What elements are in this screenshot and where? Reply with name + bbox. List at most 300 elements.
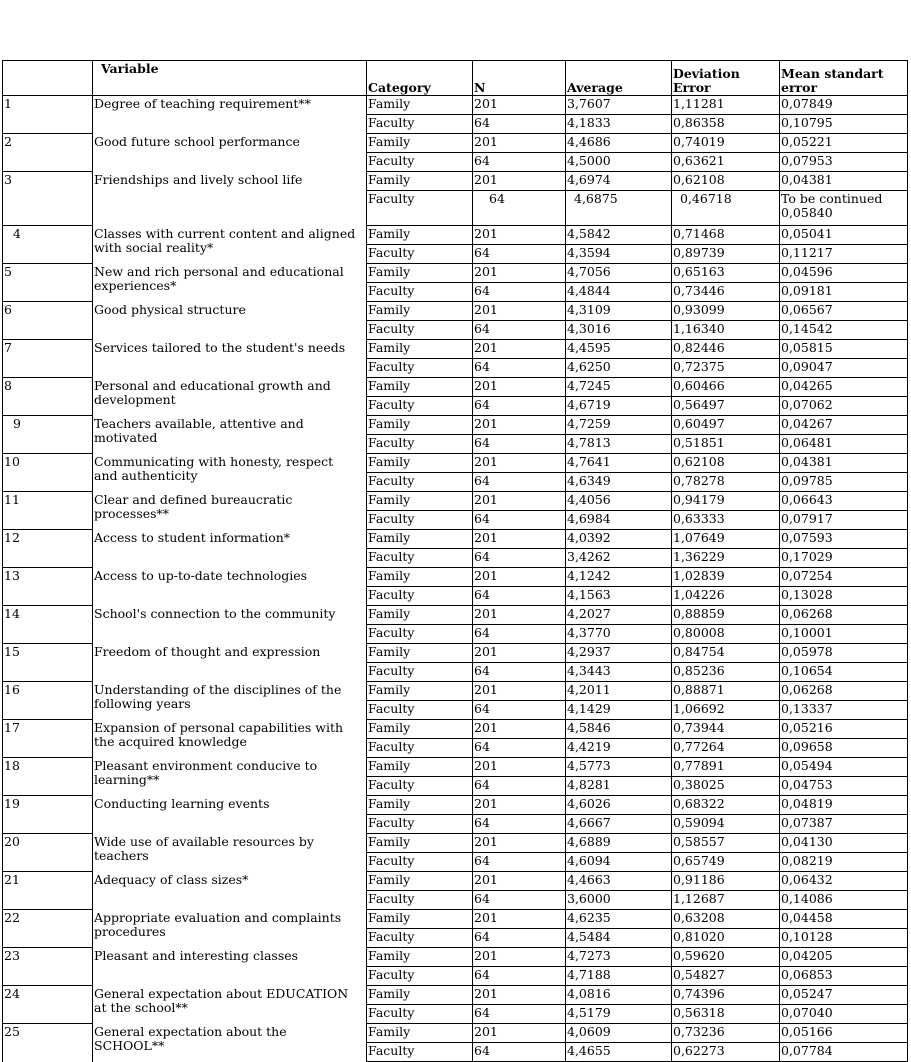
mse-cell: 0,04596 [780,264,908,283]
n-cell: 64 [473,283,566,302]
table-row-family [3,96,908,115]
mse-cell: 0,04267 [780,416,908,435]
row-number: 15 [3,644,93,682]
category-cell: Family [367,264,473,283]
n-cell: 64 [473,245,566,264]
average-cell: 4,3443 [566,663,672,682]
variable-text: Degree of teaching requirement** [94,96,311,111]
row-number: 1 [3,96,93,134]
table-header-row [3,61,908,96]
mse-cell: 0,09658 [780,739,908,758]
row-number: 12 [3,530,93,568]
average-cell: 4,5484 [566,929,672,948]
category-cell: Faculty [367,739,473,758]
deviation-cell: 1,02839 [672,568,780,587]
mse-cell: 0,17029 [780,549,908,568]
average-cell: 4,1833 [566,115,672,134]
average-cell: 4,6984 [566,511,672,530]
category-cell: Faculty [367,245,473,264]
average-cell: 4,7273 [566,948,672,967]
table-row-family [3,834,908,853]
deviation-cell: 1,07649 [672,530,780,549]
n-cell: 64 [473,321,566,340]
n-cell: 201 [473,340,566,359]
category-cell: Faculty [367,283,473,302]
average-cell: 4,7813 [566,435,672,454]
n-cell: 64 [473,153,566,172]
average-cell: 4,6250 [566,359,672,378]
mse-cell: 0,07953 [780,153,908,172]
variable-text: School's connection to the community [94,605,336,621]
average-cell: 4,5773 [566,758,672,777]
n-cell: 201 [473,872,566,891]
header-category: Category [367,61,473,96]
mse-cell: 0,06567 [780,302,908,321]
average-cell: 4,6974 [566,172,672,191]
n-cell: 201 [473,492,566,511]
mse-cell: 0,10654 [780,663,908,682]
variable-label [93,872,367,910]
category-cell: Family [367,454,473,473]
mse-cell: 0,05494 [780,758,908,777]
table-row-family [3,378,908,397]
category-cell: Family [367,872,473,891]
mse-cell: 0,05221 [780,134,908,153]
mse-cell: 0,09785 [780,473,908,492]
table-row-family [3,454,908,473]
average-cell: 4,5846 [566,720,672,739]
variable-text: General expectation about the SCHOOL** [94,1023,287,1053]
average-cell: 4,0392 [566,530,672,549]
header-deviation-error [672,61,780,96]
row-number: 3 [3,172,93,226]
n-cell: 64 [473,815,566,834]
category-cell: Family [367,340,473,359]
mse-cell: 0,04381 [780,172,908,191]
row-number: 13 [3,568,93,606]
variable-text: Conducting learning events [94,795,270,811]
deviation-cell: 0,80008 [672,625,780,644]
row-number: 7 [3,340,93,378]
average-cell: 4,4844 [566,283,672,302]
category-cell: Family [367,378,473,397]
category-cell: Faculty [367,625,473,644]
category-cell: Faculty [367,435,473,454]
variable-label [93,568,367,606]
average-cell: 4,4663 [566,872,672,891]
deviation-cell: 0,46718 [672,191,780,226]
deviation-cell: 0,65163 [672,264,780,283]
average-cell: 4,0816 [566,986,672,1005]
mse-cell: 0,09047 [780,359,908,378]
variable-label [93,948,367,986]
category-cell: Family [367,134,473,153]
n-cell: 201 [473,416,566,435]
variable-label [93,378,367,416]
deviation-cell: 0,56318 [672,1005,780,1024]
row-number: 20 [3,834,93,872]
average-cell: 4,4056 [566,492,672,511]
average-cell: 4,1242 [566,568,672,587]
variable-text: Services tailored to the student's needs [94,339,346,355]
table-row-family [3,758,908,777]
category-cell: Family [367,492,473,511]
deviation-cell: 0,72375 [672,359,780,378]
category-cell: Faculty [367,587,473,606]
header-average: Average [566,61,672,96]
mse-cell: 0,06853 [780,967,908,986]
mse-cell: 0,07254 [780,568,908,587]
average-cell: 4,7056 [566,264,672,283]
variable-text: General expectation about EDUCATION at the school** [94,985,349,1015]
variable-label [93,796,367,834]
header-variable: Variable [93,61,367,96]
variable-label [93,340,367,378]
deviation-cell: 0,62273 [672,1043,780,1062]
category-cell: Faculty [367,191,473,226]
category-cell: Faculty [367,815,473,834]
table-row-family [3,948,908,967]
n-cell: 201 [473,172,566,191]
row-number: 19 [3,796,93,834]
category-cell: Faculty [367,397,473,416]
variable-text: Understanding of the disciplines of the following years [94,681,342,711]
variable-label [93,834,367,872]
category-cell: Family [367,1024,473,1043]
mse-cell: 0,14086 [780,891,908,910]
deviation-cell: 0,63208 [672,910,780,929]
category-cell: Faculty [367,929,473,948]
deviation-cell: 0,73446 [672,283,780,302]
mse-cell: 0,10795 [780,115,908,134]
row-number: 21 [3,872,93,910]
deviation-cell: 0,59094 [672,815,780,834]
deviation-cell: 0,56497 [672,397,780,416]
deviation-cell: 0,71468 [672,226,780,245]
average-cell: 4,4686 [566,134,672,153]
table-row-family [3,796,908,815]
mse-cell: 0,07040 [780,1005,908,1024]
deviation-cell: 1,36229 [672,549,780,568]
table-row-family [3,910,908,929]
deviation-cell: 0,88871 [672,682,780,701]
category-cell: Faculty [367,549,473,568]
variable-label [93,758,367,796]
mse-cell: 0,11217 [780,245,908,264]
category-cell: Family [367,834,473,853]
mse-cell: 0,13337 [780,701,908,720]
deviation-cell: 0,54827 [672,967,780,986]
table-row-family [3,986,908,1005]
deviation-cell: 0,74396 [672,986,780,1005]
category-cell: Family [367,796,473,815]
average-cell: 4,4655 [566,1043,672,1062]
variable-label [93,226,367,264]
category-cell: Family [367,226,473,245]
n-cell: 64 [473,549,566,568]
variable-label [93,96,367,134]
n-cell: 201 [473,758,566,777]
category-cell: Family [367,416,473,435]
mse-cell: 0,07593 [780,530,908,549]
mse-cell: 0,10001 [780,625,908,644]
n-cell: 64 [473,929,566,948]
average-cell: 4,7188 [566,967,672,986]
row-number: 24 [3,986,93,1024]
n-cell: 64 [473,397,566,416]
table-row-family [3,302,908,321]
mse-cell: 0,05815 [780,340,908,359]
variable-label [93,302,367,340]
deviation-cell: 0,78278 [672,473,780,492]
table-row-family [3,644,908,663]
variable-text: Personal and educational growth and development [94,377,331,407]
mse-cell: 0,07849 [780,96,908,115]
row-number: 14 [3,606,93,644]
mse-cell: 0,07062 [780,397,908,416]
deviation-cell: 1,12687 [672,891,780,910]
row-number: 22 [3,910,93,948]
category-cell: Faculty [367,321,473,340]
category-cell: Family [367,682,473,701]
row-number: 17 [3,720,93,758]
category-cell: Family [367,96,473,115]
category-cell: Family [367,530,473,549]
deviation-cell: 0,77891 [672,758,780,777]
deviation-cell: 0,84754 [672,644,780,663]
row-number: 9 [3,416,93,454]
average-cell: 4,6235 [566,910,672,929]
n-cell: 64 [473,967,566,986]
n-cell: 64 [473,625,566,644]
n-cell: 201 [473,948,566,967]
mse-cell: 0,04458 [780,910,908,929]
average-cell: 4,3016 [566,321,672,340]
header-number [3,61,93,96]
mse-cell: 0,06268 [780,682,908,701]
category-cell: Family [367,302,473,321]
deviation-cell: 0,74019 [672,134,780,153]
average-cell: 3,7607 [566,96,672,115]
mse-cell: 0,14542 [780,321,908,340]
variable-text: Classes with current content and aligned with social reality* [94,225,356,255]
n-cell: 201 [473,134,566,153]
header-mse-line2: error [781,80,818,95]
header-n: N [473,61,566,96]
variable-text: Freedom of thought and expression [94,643,321,659]
deviation-cell: 0,58557 [672,834,780,853]
row-number: 4 [3,226,93,264]
variable-label [93,530,367,568]
category-cell: Faculty [367,701,473,720]
variable-text: Teachers available, attentive and motivated [94,415,304,445]
table-row-family [3,340,908,359]
variable-label [93,492,367,530]
average-cell: 4,6667 [566,815,672,834]
deviation-cell: 0,60466 [672,378,780,397]
mse-value: 0,05840 [781,205,833,220]
n-cell: 201 [473,378,566,397]
average-cell: 4,0609 [566,1024,672,1043]
average-cell: 4,5842 [566,226,672,245]
category-cell: Faculty [367,1005,473,1024]
n-cell: 201 [473,302,566,321]
average-cell: 4,6349 [566,473,672,492]
average-cell: 3,6000 [566,891,672,910]
variable-label [93,134,367,172]
n-cell: 201 [473,454,566,473]
n-cell: 64 [473,1005,566,1024]
variable-text: Communicating with honesty, respect and authenticity [94,453,334,483]
table-row-family [3,530,908,549]
n-cell: 64 [473,777,566,796]
mse-cell: 0,04819 [780,796,908,815]
header-mean-standard-error [780,61,908,96]
category-cell: Faculty [367,1043,473,1062]
table-row-family [3,720,908,739]
mse-cell: 0,09181 [780,283,908,302]
variable-text: Expansion of personal capabilities with the acquired knowledge [94,719,344,749]
variable-label [93,910,367,948]
category-cell: Family [367,606,473,625]
n-cell: 64 [473,191,566,226]
variable-label [93,986,367,1024]
variable-label [93,606,367,644]
row-number: 23 [3,948,93,986]
header-deviation-line1: Deviation [673,66,740,81]
deviation-cell: 1,11281 [672,96,780,115]
statistics-table [2,60,908,1062]
table-row-family [3,872,908,891]
average-cell: 4,6026 [566,796,672,815]
deviation-cell: 1,16340 [672,321,780,340]
mse-cell: 0,05216 [780,720,908,739]
table-row-family [3,492,908,511]
average-cell: 4,6875 [566,191,672,226]
deviation-cell: 0,51851 [672,435,780,454]
deviation-cell: 0,63621 [672,153,780,172]
table-row-family [3,134,908,153]
mse-cell: 0,04753 [780,777,908,796]
variable-text: Friendships and lively school life [94,171,303,187]
category-cell: Family [367,986,473,1005]
n-cell: 201 [473,796,566,815]
n-cell: 64 [473,511,566,530]
deviation-cell: 0,65749 [672,853,780,872]
average-cell: 4,5000 [566,153,672,172]
category-cell: Faculty [367,891,473,910]
deviation-cell: 0,62108 [672,172,780,191]
row-number: 5 [3,264,93,302]
row-number: 2 [3,134,93,172]
mse-cell: 0,07387 [780,815,908,834]
deviation-cell: 0,89739 [672,245,780,264]
deviation-cell: 0,73944 [672,720,780,739]
variable-label [93,454,367,492]
average-cell: 4,8281 [566,777,672,796]
mse-cell: 0,04265 [780,378,908,397]
variable-text: Adequacy of class sizes* [94,871,249,887]
deviation-cell: 0,94179 [672,492,780,511]
n-cell: 64 [473,663,566,682]
variable-text: Appropriate evaluation and complaints procedures [94,909,342,939]
mse-cell: 0,08219 [780,853,908,872]
variable-label [93,1024,367,1062]
category-cell: Faculty [367,777,473,796]
variable-label [93,644,367,682]
category-cell: Faculty [367,511,473,530]
category-cell: Family [367,644,473,663]
category-cell: Faculty [367,153,473,172]
average-cell: 4,5179 [566,1005,672,1024]
n-cell: 201 [473,530,566,549]
n-cell: 64 [473,739,566,758]
header-deviation-line2: Error [673,80,711,95]
row-number: 11 [3,492,93,530]
category-cell: Faculty [367,967,473,986]
row-number: 6 [3,302,93,340]
category-cell: Family [367,948,473,967]
deviation-cell: 0,73236 [672,1024,780,1043]
deviation-cell: 1,04226 [672,587,780,606]
average-cell: 4,2011 [566,682,672,701]
mse-cell: 0,06643 [780,492,908,511]
variable-text: Access to student information* [94,529,291,545]
n-cell: 201 [473,720,566,739]
category-cell: Family [367,910,473,929]
average-cell: 4,6889 [566,834,672,853]
n-cell: 201 [473,834,566,853]
mse-cell: 0,06432 [780,872,908,891]
average-cell: 4,2027 [566,606,672,625]
table-row-family [3,568,908,587]
deviation-cell: 0,85236 [672,663,780,682]
average-cell: 3,4262 [566,549,672,568]
n-cell: 201 [473,986,566,1005]
n-cell: 201 [473,606,566,625]
category-cell: Faculty [367,473,473,492]
variable-text: Good physical structure [94,301,246,317]
variable-text: Access to up-to-date technologies [94,567,308,583]
average-cell: 4,7245 [566,378,672,397]
table-row-family [3,226,908,245]
variable-label [93,682,367,720]
mse-cell: 0,07784 [780,1043,908,1062]
n-cell: 201 [473,644,566,663]
header-mse-line1: Mean standart [781,66,884,81]
mse-cell: 0,10128 [780,929,908,948]
table-row-family [3,264,908,283]
n-cell: 201 [473,96,566,115]
variable-text: Pleasant environment conducive to learning** [94,757,318,787]
category-cell: Family [367,568,473,587]
average-cell: 4,1429 [566,701,672,720]
mse-cell: 0,06268 [780,606,908,625]
row-number: 8 [3,378,93,416]
average-cell: 4,4219 [566,739,672,758]
n-cell: 201 [473,264,566,283]
deviation-cell: 0,77264 [672,739,780,758]
deviation-cell: 0,82446 [672,340,780,359]
continuation-note: To be continued [781,191,883,206]
n-cell: 201 [473,682,566,701]
average-cell: 4,6719 [566,397,672,416]
mse-cell: 0,13028 [780,587,908,606]
n-cell: 201 [473,1024,566,1043]
mse-cell: 0,06481 [780,435,908,454]
deviation-cell: 0,91186 [672,872,780,891]
mse-cell: 0,05166 [780,1024,908,1043]
